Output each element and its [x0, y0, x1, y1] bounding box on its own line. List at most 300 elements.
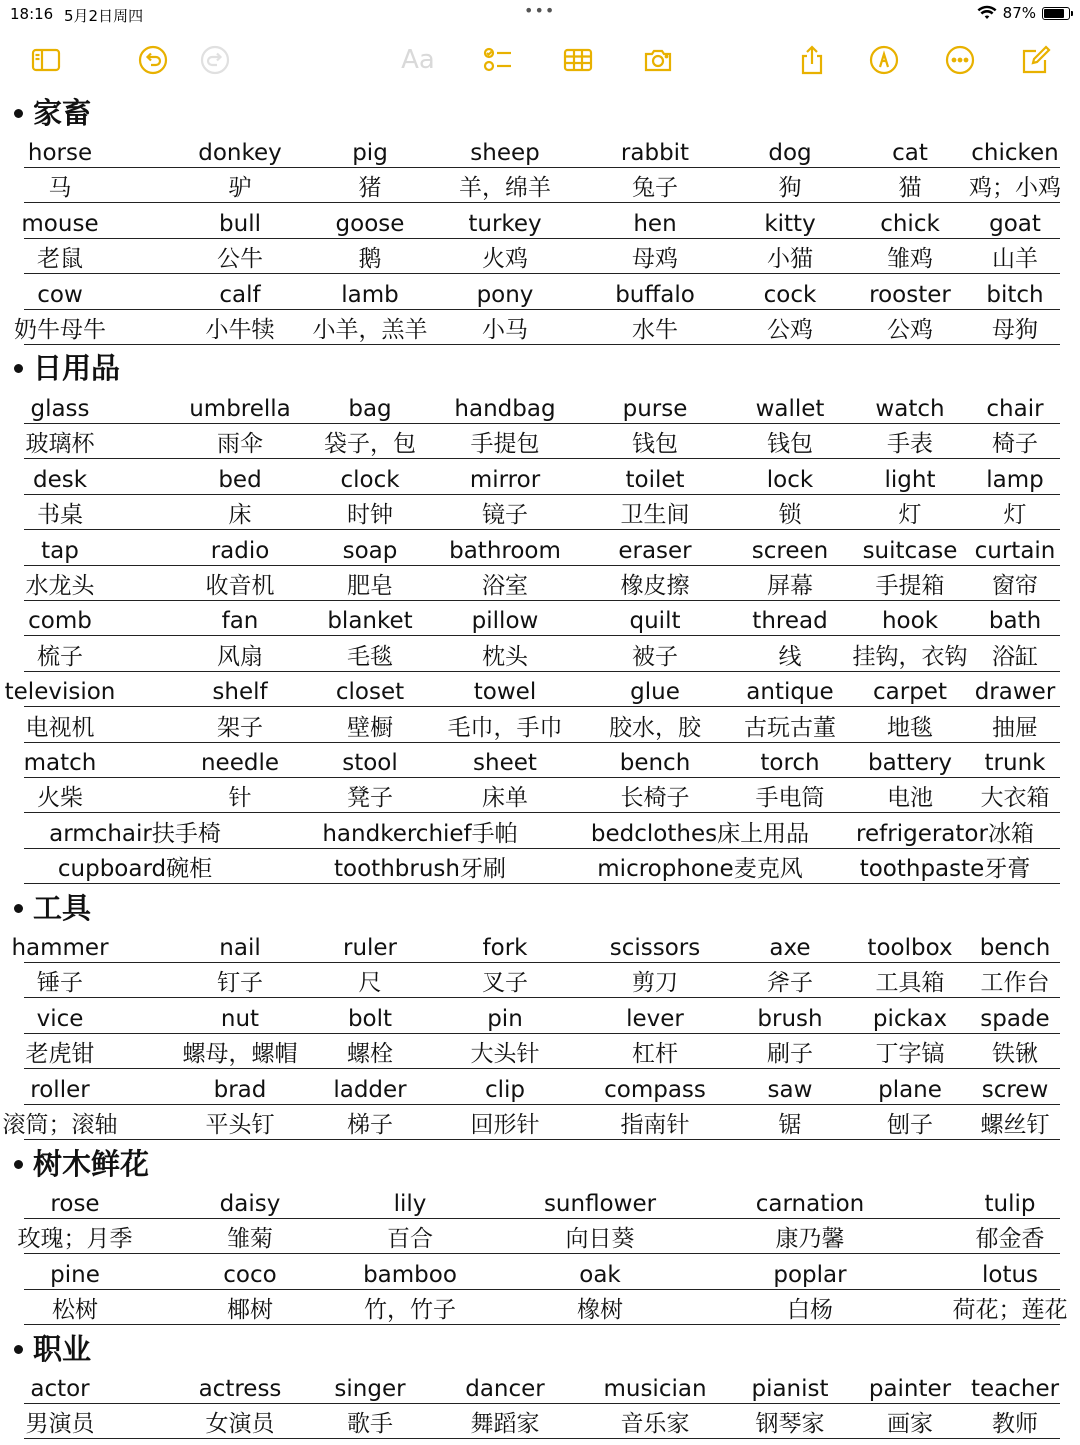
vocab-word: toothbrush牙刷 — [334, 856, 506, 883]
vocab-word: 梯子 — [347, 1112, 393, 1138]
vocab-word: saw — [767, 1076, 813, 1103]
vocab-word: 回形针 — [470, 1112, 540, 1138]
bullet-icon — [14, 364, 23, 373]
vocab-word: light — [884, 466, 936, 493]
vocab-word: mirror — [469, 466, 541, 493]
vocab-word: 古玩古董 — [744, 714, 836, 741]
vocab-word: screen — [751, 537, 829, 564]
vocab-word: ladder — [333, 1076, 407, 1103]
text-format-icon[interactable]: Aa — [401, 45, 435, 75]
vocab-word: 风扇 — [217, 643, 263, 670]
row-underline — [24, 1403, 1060, 1404]
vocab-row[interactable] — [0, 1110, 1080, 1146]
vocab-word: actor — [30, 1376, 90, 1402]
vocab-row[interactable] — [0, 1039, 1080, 1075]
vocab-word: pin — [487, 1005, 523, 1032]
vocab-row[interactable] — [0, 1224, 1080, 1260]
vocab-word: bench — [979, 935, 1051, 961]
vocab-word: screw — [981, 1076, 1049, 1103]
vocab-word: 鹅 — [358, 246, 382, 273]
vocab-word: 白杨 — [787, 1297, 833, 1324]
vocab-word: bag — [348, 396, 392, 422]
vocab-word: 兔子 — [632, 175, 678, 202]
vocab-row[interactable] — [0, 465, 1080, 501]
bullet-icon — [14, 1345, 23, 1354]
vocab-word: 歌手 — [347, 1411, 393, 1438]
vocab-word: pianist — [751, 1376, 829, 1402]
bullet-icon — [14, 109, 23, 118]
vocab-row[interactable] — [0, 429, 1080, 465]
vocab-word: compass — [604, 1076, 706, 1103]
row-underline — [24, 962, 1060, 963]
vocab-word: cock — [763, 281, 817, 308]
vocab-word: 胶水，胶 — [609, 714, 701, 741]
vocab-word: 长椅子 — [620, 785, 690, 812]
vocab-word: sheep — [470, 140, 540, 166]
row-underline — [24, 1218, 1060, 1219]
section-title: 工具 — [33, 891, 92, 925]
vocab-word: lily — [393, 1191, 427, 1217]
vocab-row[interactable] — [0, 394, 1080, 430]
vocab-word: 母鸡 — [632, 246, 678, 273]
vocab-word: 老鼠 — [37, 246, 83, 273]
vocab-word: 收音机 — [205, 573, 275, 599]
vocab-word: 刨子 — [887, 1112, 933, 1138]
vocab-word: nut — [220, 1005, 260, 1032]
vocab-word: bitch — [986, 281, 1044, 308]
vocab-word: bull — [219, 210, 261, 237]
vocab-word: 玻璃杯 — [25, 431, 95, 458]
vocab-word: mouse — [21, 210, 99, 237]
vocab-row[interactable] — [0, 500, 1080, 536]
vocab-word: 架子 — [217, 714, 263, 741]
vocab-word: bench — [619, 750, 691, 776]
vocab-word: armchair扶手椅 — [49, 820, 221, 847]
vocab-word: toilet — [625, 466, 685, 493]
vocab-word: scissors — [609, 935, 701, 961]
vocab-word: bamboo — [363, 1261, 457, 1288]
vocab-word: coco — [223, 1261, 277, 1288]
vocab-word: 手表 — [887, 431, 933, 458]
row-underline — [24, 848, 1060, 849]
vocab-word: handbag — [454, 396, 556, 422]
vocab-word: 毛巾，手巾 — [447, 714, 563, 741]
vocab-word: tap — [41, 537, 79, 564]
vocab-word: 浴室 — [482, 573, 528, 599]
vocab-word: 被子 — [632, 643, 678, 670]
vocab-word: 镜子 — [482, 502, 528, 529]
vocab-word: radio — [210, 537, 270, 564]
vocab-word: 窗帘 — [992, 573, 1038, 599]
vocab-row[interactable] — [0, 1004, 1080, 1040]
vocab-word: 尺 — [358, 970, 382, 997]
vocab-word: fork — [482, 935, 528, 961]
vocab-word: 羊，绵羊 — [459, 175, 551, 202]
vocab-word: stool — [342, 750, 398, 776]
vocab-row[interactable] — [0, 536, 1080, 572]
vocab-word: microphone麦克风 — [597, 856, 803, 883]
row-underline — [24, 167, 1060, 168]
vocab-word: 钱包 — [632, 431, 678, 458]
vocab-word: 钢琴家 — [755, 1411, 825, 1438]
vocab-word: antique — [746, 679, 834, 706]
vocab-word: 肥皂 — [347, 573, 393, 599]
vocab-word: cat — [892, 140, 928, 166]
vocab-word: 椰树 — [227, 1297, 273, 1324]
vocab-word: closet — [335, 679, 405, 706]
vocab-word: chicken — [971, 140, 1059, 166]
vocab-word: 玫瑰；月季 — [17, 1226, 133, 1253]
vocab-word: 枕头 — [482, 643, 528, 670]
vocab-word: cow — [37, 281, 83, 308]
vocab-word: 雨伞 — [217, 431, 263, 458]
vocab-row[interactable] — [0, 1374, 1080, 1410]
row-underline — [24, 635, 1060, 636]
row-underline — [24, 273, 1060, 274]
vocab-word: purse — [622, 396, 688, 422]
vocab-word: handkerchief手帕 — [322, 820, 518, 847]
vocab-word: 挂钩，衣钩 — [852, 643, 968, 670]
status-date: 5月2日周四 — [64, 7, 144, 25]
vocab-word: needle — [200, 750, 280, 776]
vocab-word: carnation — [755, 1191, 865, 1217]
row-underline — [24, 529, 1060, 530]
vocab-word: goose — [335, 210, 405, 237]
vocab-word: 音乐家 — [620, 1411, 690, 1438]
vocab-word: 螺栓 — [347, 1041, 393, 1068]
vocab-word: 水龙头 — [25, 573, 95, 599]
vocab-row[interactable] — [0, 642, 1080, 678]
vocab-word: 手电筒 — [755, 785, 825, 812]
vocab-word: sunflower — [543, 1191, 657, 1217]
vocab-word: 教师 — [992, 1411, 1038, 1438]
section-title: 树木鲜花 — [33, 1147, 150, 1181]
vocab-word: 狗 — [778, 175, 802, 202]
vocab-word: poplar — [773, 1261, 847, 1288]
row-underline — [24, 812, 1060, 813]
row-underline — [24, 1324, 1060, 1325]
vocab-word: 橡皮擦 — [620, 573, 690, 599]
vocab-word: 舞蹈家 — [470, 1411, 540, 1438]
vocab-word: nail — [219, 935, 261, 961]
vocab-word: blanket — [327, 608, 413, 635]
vocab-word: 毛毯 — [347, 643, 393, 670]
vocab-word: 杠杆 — [632, 1041, 678, 1068]
row-underline — [24, 494, 1060, 495]
vocab-word: 电池 — [887, 785, 933, 812]
vocab-word: 铁锹 — [992, 1041, 1038, 1068]
vocab-word: 滚筒；滚轴 — [2, 1112, 118, 1138]
vocab-row[interactable] — [0, 713, 1080, 749]
vocab-word: 小牛犊 — [205, 317, 275, 343]
bullet-icon — [14, 1160, 23, 1169]
vocab-word: brush — [757, 1005, 823, 1032]
vocab-row[interactable] — [0, 677, 1080, 713]
section-title: 日用品 — [33, 351, 121, 385]
vocab-word: brad — [213, 1076, 267, 1103]
vocab-word: 地毯 — [887, 714, 933, 741]
vocab-word: 电视机 — [25, 714, 95, 741]
vocab-word: toolbox — [867, 935, 953, 961]
vocab-word: bedclothes床上用品 — [590, 820, 810, 847]
vocab-word: suitcase — [862, 537, 958, 564]
vocab-word: 公鸡 — [767, 317, 813, 343]
vocab-word: bathroom — [449, 537, 561, 564]
vocab-word: 时钟 — [347, 502, 393, 529]
vocab-word: 线 — [778, 643, 802, 670]
vocab-word: 小马 — [482, 317, 528, 343]
vocab-word: 郁金香 — [975, 1226, 1045, 1253]
vocab-word: 凳子 — [347, 785, 393, 812]
vocab-word: turkey — [468, 210, 542, 237]
section-heading[interactable] — [14, 350, 120, 386]
vocab-row[interactable] — [0, 315, 1080, 351]
section-title: 职业 — [33, 1332, 92, 1366]
vocab-row[interactable] — [0, 209, 1080, 245]
vocab-word: 指南针 — [620, 1112, 690, 1138]
vocab-word: 卫生间 — [620, 502, 690, 529]
vocab-word: thread — [752, 608, 828, 635]
vocab-word: eraser — [618, 537, 692, 564]
vocab-word: 壁橱 — [347, 714, 393, 741]
section-heading[interactable] — [14, 890, 91, 926]
vocab-word: 剪刀 — [632, 970, 678, 997]
section-heading[interactable] — [14, 1331, 91, 1367]
vocab-word: 猫 — [898, 175, 922, 202]
vocab-word: dancer — [465, 1376, 545, 1402]
vocab-word: fan — [221, 608, 259, 635]
vocab-word: 荷花；莲花 — [952, 1297, 1068, 1324]
vocab-word: 钉子 — [217, 970, 263, 997]
vocab-row[interactable] — [0, 1189, 1080, 1225]
row-underline — [24, 883, 1060, 884]
vocab-word: 丁字镐 — [875, 1041, 945, 1068]
vocab-word: lever — [626, 1005, 684, 1032]
vocab-row[interactable] — [0, 138, 1080, 174]
vocab-word: 大衣箱 — [980, 785, 1050, 812]
row-underline — [24, 423, 1060, 424]
vocab-word: bed — [218, 466, 262, 493]
vocab-word: quilt — [629, 608, 681, 635]
vocab-word: lock — [766, 466, 814, 493]
vocab-word: towel — [473, 679, 537, 706]
vocab-word: 火柴 — [37, 785, 83, 812]
vocab-row[interactable] — [0, 854, 1080, 890]
vocab-word: singer — [334, 1376, 406, 1402]
row-underline — [24, 1253, 1060, 1254]
vocab-word: 火鸡 — [482, 246, 528, 273]
vocab-word: wallet — [755, 396, 825, 422]
vocab-word: 锁 — [778, 502, 802, 529]
vocab-word: 抽屉 — [992, 714, 1038, 741]
vocab-word: 老虎钳 — [25, 1041, 95, 1068]
vocab-word: pig — [352, 140, 388, 166]
vocab-word: horse — [27, 140, 93, 166]
vocab-word: torch — [760, 750, 820, 776]
vocab-word: 锯 — [778, 1112, 802, 1138]
vocab-row[interactable] — [0, 819, 1080, 855]
vocab-word: 女演员 — [205, 1411, 275, 1438]
vocab-row[interactable] — [0, 748, 1080, 784]
vocab-word: chair — [986, 396, 1044, 422]
vocab-word: oak — [579, 1261, 621, 1288]
vocab-word: 奶牛母牛 — [14, 317, 106, 343]
vocab-row[interactable] — [0, 783, 1080, 819]
vocab-word: 工具箱 — [875, 970, 945, 997]
row-underline — [24, 344, 1060, 345]
vocab-word: match — [23, 750, 97, 776]
vocab-word: cupboard碗柜 — [57, 856, 213, 883]
vocab-row[interactable] — [0, 933, 1080, 969]
vocab-word: 小羊，羔羊 — [312, 317, 428, 343]
vocab-word: teacher — [970, 1376, 1060, 1402]
vocab-word: calf — [219, 281, 261, 308]
vocab-word: hammer — [11, 935, 109, 961]
vocab-word: plane — [878, 1076, 942, 1103]
vocab-word: 螺母，螺帽 — [182, 1041, 298, 1068]
vocab-word: toothpaste牙膏 — [859, 856, 1031, 883]
vocab-word: 书桌 — [37, 502, 83, 529]
vocab-word: painter — [868, 1376, 952, 1402]
vocab-word: musician — [603, 1376, 707, 1402]
section-heading[interactable] — [14, 1146, 149, 1182]
vocab-word: daisy — [219, 1191, 281, 1217]
multitasking-dots-icon[interactable]: ••• — [524, 1, 556, 20]
row-underline — [24, 1068, 1060, 1069]
vocab-word: 康乃馨 — [775, 1226, 845, 1253]
row-underline — [24, 671, 1060, 672]
vocab-word: actress — [198, 1376, 282, 1402]
vocab-word: 螺丝钉 — [980, 1112, 1050, 1138]
vocab-word: 鸡；小鸡 — [969, 175, 1061, 202]
vocab-row[interactable] — [0, 606, 1080, 642]
vocab-word: glass — [30, 396, 90, 422]
row-underline — [24, 238, 1060, 239]
row-underline — [24, 777, 1060, 778]
vocab-word: dog — [768, 140, 812, 166]
vocab-word: 叉子 — [482, 970, 528, 997]
vocab-word: ruler — [342, 935, 398, 961]
vocab-row[interactable] — [0, 1075, 1080, 1111]
vocab-word: television — [4, 679, 116, 706]
vocab-word: desk — [32, 466, 88, 493]
vocab-word: 灯 — [898, 502, 922, 529]
vocab-word: battery — [868, 750, 952, 776]
vocab-word: pine — [50, 1261, 100, 1288]
vocab-word: 大头针 — [470, 1041, 540, 1068]
vocab-word: curtain — [974, 537, 1056, 564]
vocab-word: 橡树 — [577, 1297, 623, 1324]
vocab-word: 锤子 — [37, 970, 83, 997]
vocab-word: trunk — [984, 750, 1046, 776]
vocab-row[interactable] — [0, 968, 1080, 1004]
vocab-word: lamp — [986, 466, 1044, 493]
vocab-word: pony — [476, 281, 534, 308]
vocab-word: refrigerator冰箱 — [856, 820, 1034, 847]
vocab-word: 水牛 — [632, 317, 678, 343]
vocab-word: bath — [988, 608, 1042, 635]
vocab-row[interactable] — [0, 1295, 1080, 1331]
vocab-word: soap — [342, 537, 398, 564]
vocab-word: watch — [875, 396, 945, 422]
row-underline — [24, 458, 1060, 459]
vocab-row[interactable] — [0, 173, 1080, 209]
section-heading[interactable] — [14, 95, 91, 131]
vocab-word: 袋子，包 — [324, 431, 416, 458]
vocab-word: 斧子 — [767, 970, 813, 997]
vocab-word: goat — [989, 210, 1041, 237]
row-underline — [24, 202, 1060, 203]
row-underline — [24, 997, 1060, 998]
section-title: 家畜 — [33, 96, 92, 130]
vocab-word: carpet — [873, 679, 947, 706]
vocab-word: chick — [880, 210, 940, 237]
vocab-word: 灯 — [1003, 502, 1027, 529]
vocab-word: shelf — [212, 679, 268, 706]
vocab-word: 床 — [228, 502, 252, 529]
vocab-word: spade — [980, 1005, 1050, 1032]
vocab-word: 公牛 — [217, 246, 263, 273]
vocab-word: 屏幕 — [767, 573, 813, 599]
vocab-word: clock — [340, 466, 400, 493]
vocab-word: 百合 — [387, 1226, 433, 1253]
vocab-word: bolt — [347, 1005, 393, 1032]
vocab-word: clip — [484, 1076, 526, 1103]
vocab-word: 平头钉 — [205, 1112, 275, 1138]
vocab-word: hook — [881, 608, 939, 635]
vocab-row[interactable] — [0, 571, 1080, 607]
vocab-word: lotus — [981, 1261, 1039, 1288]
vocab-word: 针 — [228, 785, 252, 812]
vocab-word: 公鸡 — [887, 317, 933, 343]
vocab-word: axe — [769, 935, 811, 961]
vocab-word: 雏鸡 — [887, 246, 933, 273]
battery-percent: 87% — [1002, 4, 1036, 22]
row-underline — [24, 1033, 1060, 1034]
row-underline — [24, 742, 1060, 743]
vocab-word: pickax — [872, 1005, 948, 1032]
vocab-row[interactable] — [0, 244, 1080, 280]
vocab-word: 浴缸 — [992, 643, 1038, 670]
status-time: 18:16 — [10, 5, 54, 23]
bullet-icon — [14, 904, 23, 913]
vocab-word: 工作台 — [980, 970, 1050, 997]
vocab-row[interactable] — [0, 1260, 1080, 1296]
vocab-word: 钱包 — [767, 431, 813, 458]
row-underline — [24, 1104, 1060, 1105]
vocab-word: kitty — [764, 210, 816, 237]
vocab-word: 松树 — [52, 1297, 98, 1324]
vocab-word: 雏菊 — [227, 1226, 273, 1253]
vocab-word: 山羊 — [992, 246, 1038, 273]
vocab-word: 竹，竹子 — [364, 1297, 456, 1324]
vocab-word: 男演员 — [25, 1411, 95, 1438]
vocab-row[interactable] — [0, 280, 1080, 316]
vocab-word: 驴 — [228, 175, 252, 202]
vocab-word: roller — [30, 1076, 90, 1103]
row-underline — [24, 600, 1060, 601]
vocab-word: 向日葵 — [565, 1226, 635, 1253]
row-underline — [24, 706, 1060, 707]
vocab-word: 椅子 — [992, 431, 1038, 458]
vocab-word: donkey — [198, 140, 282, 166]
vocab-word: 手提箱 — [875, 573, 945, 599]
vocab-word: rabbit — [620, 140, 690, 166]
vocab-word: 马 — [48, 175, 72, 202]
row-underline — [24, 1289, 1060, 1290]
vocab-word: pillow — [471, 608, 539, 635]
vocab-word: 小猫 — [767, 246, 813, 273]
